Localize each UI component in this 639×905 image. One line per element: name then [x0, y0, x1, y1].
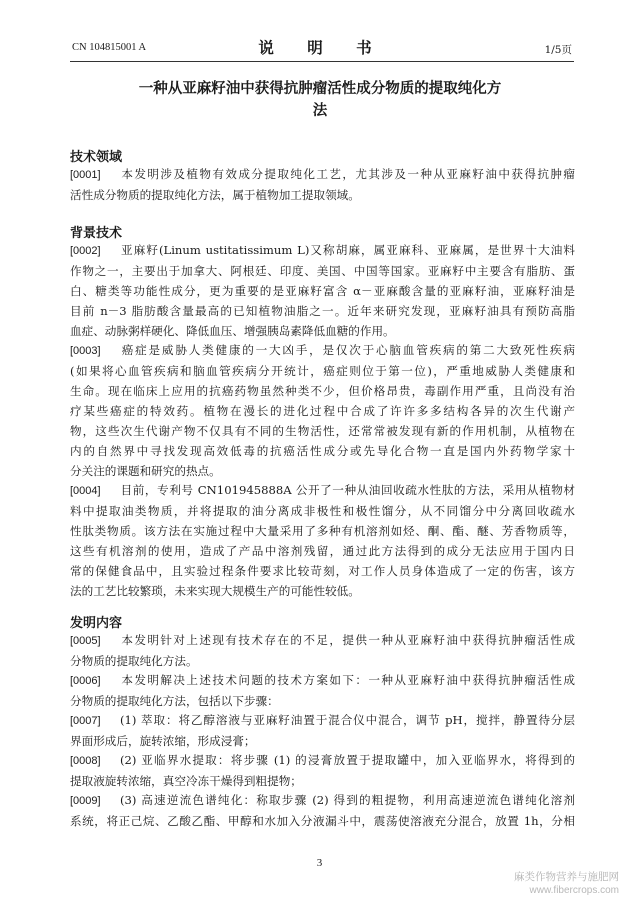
- patent-title: [100, 78, 540, 122]
- paragraph-line: 本发明解决上述技术问题的技术方案如下：一种从亚麻籽油中获得抗肿瘤活性成: [120, 673, 575, 687]
- paragraph-line: 亚麻籽(Linum ustitatissimum L)又称胡麻，属亚麻科、亚麻属，是世界十大油料: [120, 243, 575, 257]
- document-type: 说 明 书: [258, 38, 386, 57]
- paragraph-line: 系统，将正己烷、乙酸乙酯、甲醇和水加入分液漏斗中，震荡使溶液充分混合，放置 1h，分相: [70, 814, 575, 828]
- paragraph-0006: [70, 670, 575, 711]
- paragraph-line: 分物质的提取纯化方法。: [70, 654, 198, 668]
- paragraph-0001: [70, 164, 575, 205]
- paragraph-line: (3) 高速逆流色谱纯化：称取步骤 (2) 得到的粗提物，利用高速逆流色谱纯化溶剂: [120, 793, 575, 807]
- page-indicator: 1/5页: [544, 44, 572, 56]
- paragraph-line: 物，这些次生代谢产物不仅具有不同的生物活性，还常常被发现有新的作用机制，从植物在: [70, 424, 575, 438]
- paragraph-line: 癌症是威胁人类健康的一大凶手，是仅次于心脑血管疾病的第二大致死性疾病: [120, 343, 575, 357]
- paragraph-number: [0002]: [70, 245, 101, 257]
- paragraph-number: [0004]: [70, 485, 101, 497]
- paragraph-line: 界面形成后，旋转浓缩，形成浸膏；: [70, 734, 256, 748]
- title-line: 一种从亚麻籽油中获得抗肿瘤活性成分物质的提取纯化方: [138, 80, 502, 97]
- paragraph-line: 白、糖类等功能性成分，更为重要的是亚麻籽富含 α－亚麻酸含量的亚麻籽油，亚麻籽油是: [70, 284, 575, 298]
- paragraph-0008: [70, 750, 575, 791]
- paragraph-line: 提取液旋转浓缩，真空冷冻干燥得到粗提物；: [70, 774, 302, 788]
- paragraph-line: 活性成分物质的提取纯化方法，属于植物加工提取领域。: [70, 188, 360, 202]
- paragraph-0003: [70, 340, 575, 481]
- paragraph-line: 血症、动脉粥样硬化、降低血压、增强胰岛素降低血糖的作用。: [70, 324, 395, 338]
- paragraph-line: (1) 萃取：将乙醇溶液与亚麻籽油置于混合仪中混合，调节 pH，搅拌，静置待分层: [120, 713, 575, 727]
- paragraph-line: 本发明涉及植物有效成分提取纯化工艺，尤其涉及一种从亚麻籽油中获得抗肿瘤: [120, 167, 575, 181]
- title-line: 法: [312, 102, 328, 119]
- paragraph-line: 本发明针对上述现有技术存在的不足，提供一种从亚麻籽油中获得抗肿瘤活性成: [120, 633, 575, 647]
- watermark-text: 麻类作物营养与施肥网: [514, 871, 619, 883]
- paragraph-line: 作物之一，主要出于加拿大、阿根廷、印度、美国、中国等国家。亚麻籽中主要含有脂肪、蛋: [70, 264, 575, 278]
- paragraph-0009: [70, 790, 575, 831]
- paragraph-line: 目前，专利号 CN101945888A 公开了一种从油回收疏水性肽的方法，采用从植物材: [120, 483, 575, 497]
- paragraph-line: 疗某些癌症的特效药。植物在漫长的进化过程中合成了许许多多结构各异的次生代谢产: [70, 404, 575, 418]
- paragraph-line: 这些有机溶剂的使用，造成了产品中溶剂残留，通过此方法得到的成分无法应用于国内日: [70, 544, 575, 558]
- paragraph-line: 法的工艺比较繁琐，未来实现大规模生产的可能性较低。: [70, 584, 360, 598]
- paragraph-number: [0008]: [70, 755, 101, 767]
- header-rule: [70, 61, 574, 62]
- watermark-url: www.fibercrops.com: [529, 885, 619, 896]
- page-number: 3: [316, 857, 323, 869]
- paragraph-number: [0005]: [70, 635, 101, 647]
- paragraph-0007: [70, 710, 575, 751]
- section-heading-content: 发明内容: [70, 616, 123, 631]
- paragraph-number: [0009]: [70, 795, 101, 807]
- patent-number: CN 104815001 A: [72, 42, 147, 53]
- paragraph-line: 常的保健食品中，且实验过程条件要求比较苛刻，对工作人员身体造成了一定的伤害，该方: [70, 564, 575, 578]
- paragraph-line: (2) 亚临界水提取：将步骤 (1) 的浸膏放置于提取罐中，加入亚临界水，将得到的: [120, 753, 575, 767]
- paragraph-line: 分物质的提取纯化方法，包括以下步骤：: [70, 694, 279, 708]
- paragraph-0005: [70, 630, 575, 671]
- paragraph-line: 生命。现在临床上应用的抗癌药物虽然种类不少，但价格昂贵，毒副作用严重，且尚没有治: [70, 384, 575, 398]
- paragraph-number: [0006]: [70, 675, 101, 687]
- paragraph-line: (如果将心血管疾病和脑血管疾病分开统计，癌症则位于第一位)，严重地威胁人类健康和: [70, 364, 575, 378]
- paragraph-line: 料中提取油类物质，并将提取的油分离成非极性和极性馏分，从不同馏分中分离回收疏水: [70, 504, 575, 518]
- section-heading-background: 背景技术: [70, 226, 123, 241]
- paragraph-line: 分关注的课题和研究的热点。: [70, 464, 221, 478]
- paragraph-number: [0001]: [70, 169, 101, 181]
- page-header: [72, 38, 572, 58]
- paragraph-0004: [70, 480, 575, 601]
- paragraph-0002: [70, 240, 575, 341]
- paragraph-line: 性肽类物质。该方法在实施过程中大量采用了多种有机溶剂如烃、酮、酯、醚、芳香物质等，: [70, 524, 575, 538]
- paragraph-line: 目前 n－3 脂肪酸含量最高的已知植物油脂之一。近年来研究发现，亚麻籽油具有预防高脂: [70, 304, 575, 318]
- paragraph-line: 内的自然界中寻找发现高效低毒的抗癌活性成分或先导化合物一直是国内外药物学家十: [70, 444, 575, 458]
- section-heading-tech-field: 技术领域: [70, 150, 123, 165]
- paragraph-number: [0007]: [70, 715, 101, 727]
- paragraph-number: [0003]: [70, 345, 101, 357]
